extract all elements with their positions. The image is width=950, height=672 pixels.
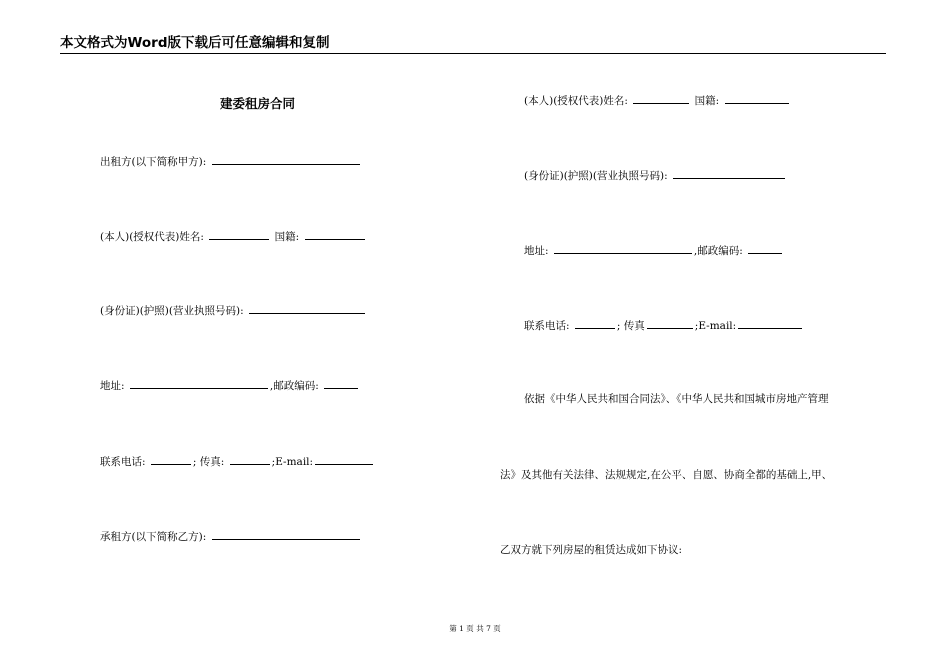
right-phone-line — [524, 318, 804, 333]
header-text: 本文格式为Word版下载后可任意编辑和复制 — [60, 35, 330, 51]
right-id-line — [524, 168, 787, 183]
paragraph-line-1: 依据《中华人民共和国合同法》、《中华人民共和国城市房地产管理 — [524, 393, 829, 405]
left-fax-blank[interactable] — [230, 454, 270, 465]
right-id-label: (身份证)(护照)(营业执照号码): — [524, 170, 668, 182]
right-fax-blank[interactable] — [647, 318, 693, 329]
lessor-line — [100, 154, 362, 169]
paragraph-line-2: 法》及其他有关法律、法规规定,在公平、自愿、协商全都的基础上,甲、 — [500, 469, 833, 481]
left-phone-label: 联系电话: — [100, 456, 146, 468]
right-phone-label: 联系电话: — [524, 320, 570, 332]
right-id-blank[interactable] — [673, 168, 785, 179]
left-email-blank[interactable] — [315, 454, 373, 465]
right-postcode-label: ,邮政编码: — [693, 245, 743, 257]
left-name-label: (本人)(授权代表)姓名: — [100, 231, 204, 243]
right-name-line — [524, 93, 791, 108]
left-address-blank[interactable] — [130, 378, 268, 389]
left-id-line — [100, 303, 367, 318]
left-postcode-label: ,邮政编码: — [269, 380, 319, 392]
right-fax-label: ; 传真 — [616, 320, 645, 332]
left-address-label: 地址: — [100, 380, 125, 392]
left-nationality-blank[interactable] — [305, 229, 365, 240]
right-phone-blank[interactable] — [575, 318, 615, 329]
right-address-line — [524, 243, 784, 258]
right-nationality-blank[interactable] — [725, 93, 789, 104]
left-address-line — [100, 378, 360, 393]
lessee-blank[interactable] — [212, 529, 360, 540]
page-footer: 第 1 页 共 7 页 — [449, 624, 501, 633]
document-title: 建委租房合同 — [220, 96, 296, 111]
left-name-line — [100, 229, 367, 244]
page-header — [60, 34, 886, 54]
left-id-blank[interactable] — [249, 303, 365, 314]
lessor-label: 出租方(以下简称甲方): — [100, 156, 207, 168]
right-address-label: 地址: — [524, 245, 549, 257]
left-fax-label: ; 传真: — [192, 456, 225, 468]
left-name-blank[interactable] — [209, 229, 269, 240]
right-email-blank[interactable] — [738, 318, 802, 329]
paragraph-line-3: 乙双方就下列房屋的租赁达成如下协议: — [500, 544, 683, 556]
right-name-blank[interactable] — [633, 93, 689, 104]
left-postcode-blank[interactable] — [324, 378, 358, 389]
right-postcode-blank[interactable] — [748, 243, 782, 254]
left-email-label: ;E-mail: — [271, 456, 314, 468]
lessor-blank[interactable] — [212, 154, 360, 165]
right-address-blank[interactable] — [554, 243, 692, 254]
left-nationality-label: 国籍: — [274, 231, 300, 243]
right-name-label: (本人)(授权代表)姓名: — [524, 95, 628, 107]
lessee-label: 承租方(以下简称乙方): — [100, 531, 207, 543]
right-nationality-label: 国籍: — [694, 95, 720, 107]
left-id-label: (身份证)(护照)(营业执照号码): — [100, 305, 244, 317]
lessee-line — [100, 529, 362, 544]
left-phone-blank[interactable] — [151, 454, 191, 465]
left-phone-line — [100, 454, 375, 469]
right-email-label: ;E-mail: — [694, 320, 737, 332]
